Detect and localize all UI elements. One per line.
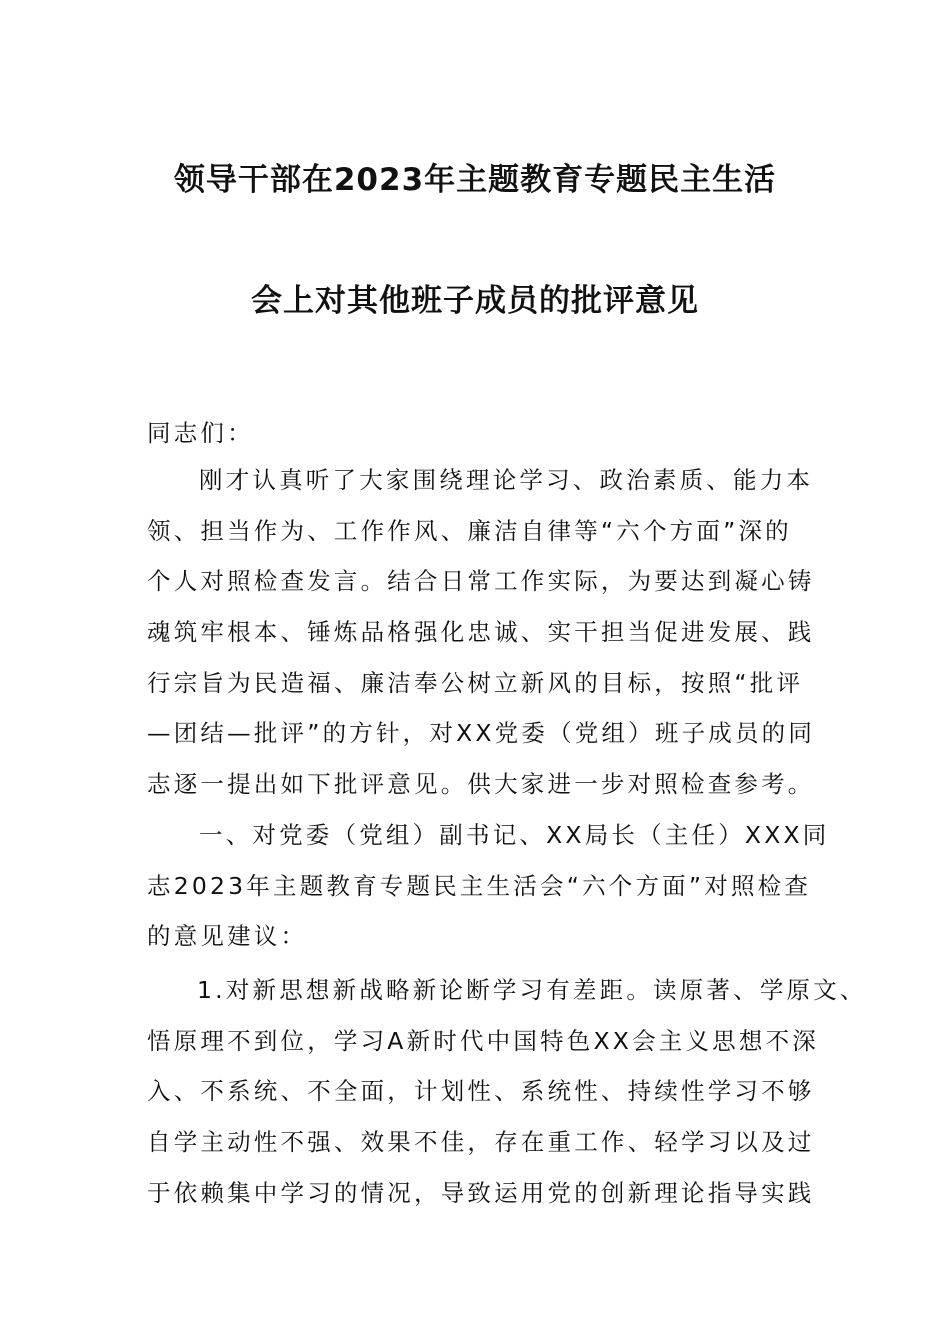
point-1-line: 入、不系统、不全面，计划性、系统性、持续性学习不够	[147, 1077, 815, 1106]
point-1-line: 1.对新思想新战略新论断学习有差距。读原著、学原文、	[197, 976, 867, 1004]
paragraph-1-line: 魂筑牢根本、锤炼品格强化忠诚、实干担当促进发展、践	[147, 618, 815, 647]
point-1-line: 自学主动性不强、效果不佳，存在重工作、轻学习以及过	[147, 1128, 815, 1157]
paragraph-1	[147, 455, 847, 810]
document-title-line-2: 会上对其他班子成员的批评意见	[251, 283, 699, 319]
document-title-line-1: 领导干部在2023年主题教育专题民主生活	[173, 162, 777, 198]
section-1-line: 一、对党委（党组）副书记、XX局长（主任）XXX同	[199, 821, 830, 849]
paragraph-1-line: 领、担当作为、工作作风、廉洁自律等“六个方面”深的	[147, 516, 792, 545]
section-1-heading	[147, 810, 847, 962]
paragraph-1-line: 志逐一提出如下批评意见。供大家进一步对照检查参考。	[147, 770, 815, 799]
point-1-line: 于依赖集中学习的情况，导致运用党的创新理论指导实践	[147, 1178, 815, 1207]
paragraph-1-line: 行宗旨为民造福、廉洁奉公树立新风的目标，按照“批评	[147, 668, 804, 697]
paragraph-1-line: —团结—批评”的方针，对XX党委（党组）班子成员的同	[147, 719, 816, 748]
paragraph-1-line: 个人对照检查发言。结合日常工作实际，为要达到凝心铸	[147, 567, 815, 596]
point-1-line: 悟原理不到位，学习A新时代中国特色XX会主义思想不深	[147, 1026, 819, 1055]
paragraph-1-line: 刚才认真听了大家围绕理论学习、政治素质、能力本	[199, 466, 814, 494]
section-1-line: 志2023年主题教育专题民主生活会“六个方面”对照检查	[147, 871, 812, 900]
section-1-line: 的意见建议：	[147, 922, 308, 951]
point-1-paragraph	[147, 965, 867, 1218]
greeting: 同志们：	[147, 419, 254, 447]
